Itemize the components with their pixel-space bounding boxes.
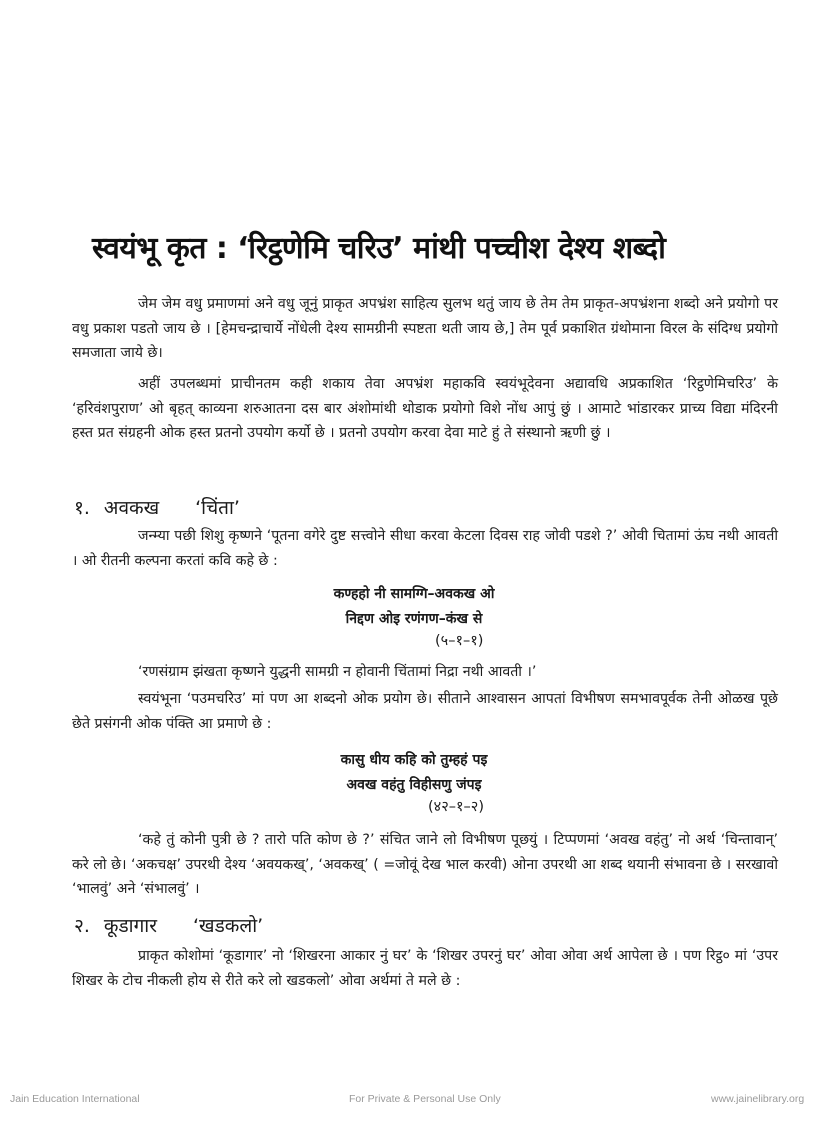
section-1-paragraph-2 [72,660,778,685]
intro-paragraph-1 [72,292,778,366]
section-2-paragraph-1 [72,944,778,993]
section-word: अवकख [103,497,160,519]
section-number: १. [74,497,90,519]
page-title: स्वयंभू कृत : ‘रिट्ठणेमि चरिउ’ मांथी पच्चीश देश्य शब्दो [92,231,666,266]
section-word: कूडागार [103,915,157,937]
intro-paragraph-2 [72,372,778,446]
section-1-paragraph-4-text: ‘कहे तुं कोनी पुत्री छे ? तारो पति कोण छे ?’ संचित जाने लो विभीषण पूछयुं । टिप्पणमां ‘अवख वहंतु’ नो अर्थ ‘चिन्तावान्’ करे लो छे। ‘अकचक्ष’ उपरथी देश्य ‘अवयकख्’, ‘अवकख्’ ( =जोवूं देख भाल करवी) ओना उपरथी आ शब्द थयानी संभावना छे । सरखावो ‘भालवुं’ अने ‘संभालवुं’ । [72,832,778,897]
section-number: २. [74,915,90,937]
section-1-paragraph-1-text: जन्म्या पछी शिशु कृष्णने ‘पूतना वगेरे दुष्ट सत्त्वोने सीधा करवा केटला दिवस राह जोवी पडशे ?’ ओवी चितामां ऊंघ नथी आवती । ओ रीतनी कल्पना करतां कवि कहे छे : [72,528,778,569]
section-1-paragraph-2-text: ‘रणसंग्राम झंखता कृष्णने युद्धनी सामग्री न होवानी चिंतामां निद्रा नथी आवती ।’ [138,664,537,680]
verse-2-line-2: अवख वहंतु विहीसणु जंपइ [346,777,482,793]
intro-paragraph-1-text: जेम जेम वधु प्रमाणमां अने वधु जूनुं प्राकृत अपभ्रंश साहित्य सुलभ थतुं जाय छे तेम तेम प्राकृत-अपभ्रंशना शब्दो अने प्रयोगो पर वधु प्रकाश पडतो जाय छे । [हेमचन्द्राचार्ये नोंधेली देश्य सामग्रीनी स्पष्टता थती जाय छे,] तेम पूर्व प्रकाशित ग्रंथोमाना विरल के संदिग्ध प्रयोगो समजाता जाये छे। [72,296,778,361]
section-2-paragraph-1-text: प्राकृत कोशोमां ‘कूडागार’ नो ‘शिखरना आकार नुं घर’ के ‘शिखर उपरनुं घर’ ओवा ओवा अर्थ आपेला छे । पण रिट्ठ० मां ‘उपर शिखर के टोच नीकली होय से रीते करे लो खडकलो’ ओवा अर्थमां ते मले छे : [72,948,778,989]
section-1-heading [74,494,240,520]
footer-right-link[interactable]: www.jainelibrary.org [711,1093,805,1105]
footer-center: For Private & Personal Use Only [349,1093,501,1105]
section-1-paragraph-1 [72,524,778,573]
section-1-paragraph-3-text: स्वयंभूना ‘पउमचरिउ’ मां पण आ शब्दनो ओक प्रयोग छे। सीताने आश्वासन आपतां विभीषण समभावपूर्वक तेनी ओळख पूछे छेते प्रसंगनी ओक पंक्ति आ प्रमाणे छे : [72,691,778,732]
section-1-paragraph-4 [72,828,778,902]
verse-1-reference: (५–१–१) [435,633,484,649]
section-1-paragraph-3 [72,687,778,736]
section-gloss: ‘चिंता’ [195,497,240,519]
section-2-heading [74,912,263,938]
verse-2-reference: (४२–१–२) [428,799,484,815]
verse-1-line-1: कण्हहो नी सामग्गि–अवकख ओ [333,586,495,602]
section-gloss: ‘खडकलो’ [193,915,264,937]
footer-left: Jain Education International [10,1093,140,1105]
verse-1-line-2: निद्दण ओइ रणंगण–कंख से [345,611,483,627]
verse-2-line-1: कासु धीय कहि को तुम्हहं पइ [340,752,488,768]
intro-paragraph-2-text: अहीं उपलब्धमां प्राचीनतम कही शकाय तेवा अपभ्रंश महाकवि स्वयंभूदेवना अद्यावधि अप्रकाशित ‘रिट्ठणेमिचरिउ’ के ‘हरिवंशपुराण’ ओ बृहत् काव्यना शरुआतना दस बार अंशोमांथी थोडाक प्रयोगो विशे नोंध आपुं छुं । आमाटे भांडारकर प्राच्य विद्या मंदिरनी हस्त प्रत संग्रहनी ओक हस्त प्रतनो उपयोग कर्यो छे । प्रतनो उपयोग करवा देवा माटे हुं ते संस्थानो ऋणी छुं । [72,376,778,441]
